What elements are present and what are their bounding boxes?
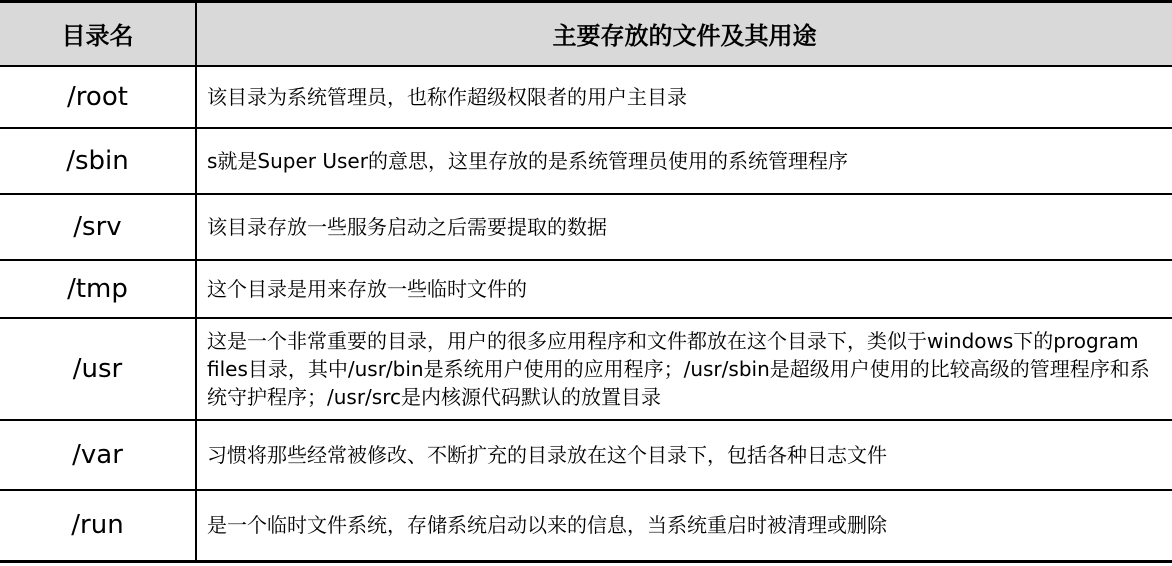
desc-cell: 习惯将那些经常被修改、不断扩充的目录放在这个目录下，包括各种日志文件 (196, 420, 1172, 490)
dir-cell: /tmp (0, 260, 196, 318)
table-row (0, 318, 1172, 420)
header-row (0, 2, 1172, 66)
table-row (0, 194, 1172, 260)
table-row (0, 420, 1172, 490)
dir-cell: /srv (0, 194, 196, 260)
dir-cell: /sbin (0, 128, 196, 194)
table-row (0, 128, 1172, 194)
desc-cell: 该目录为系统管理员，也称作超级权限者的用户主目录 (196, 66, 1172, 128)
header-usage: 主要存放的文件及其用途 (196, 2, 1172, 66)
dir-cell: /var (0, 420, 196, 490)
dir-cell: /run (0, 490, 196, 562)
desc-cell: 这是一个非常重要的目录，用户的很多应用程序和文件都放在这个目录下，类似于windows下的program files目录，其中/usr/bin是系统用户使用的应用程序；/usr/sbin是超级用户使用的比较高级的管理程序和系统守护程序；/usr/src是内核源代码默认的放置目录 (196, 318, 1172, 420)
table-row (0, 66, 1172, 128)
table-row (0, 490, 1172, 562)
dir-cell: /usr (0, 318, 196, 420)
desc-cell: 这个目录是用来存放一些临时文件的 (196, 260, 1172, 318)
desc-cell: 是一个临时文件系统，存储系统启动以来的信息，当系统重启时被清理或删除 (196, 490, 1172, 562)
dir-cell: /root (0, 66, 196, 128)
header-directory-name: 目录名 (0, 2, 196, 66)
desc-cell: 该目录存放一些服务启动之后需要提取的数据 (196, 194, 1172, 260)
desc-cell: s就是Super User的意思，这里存放的是系统管理员使用的系统管理程序 (196, 128, 1172, 194)
table-row (0, 260, 1172, 318)
